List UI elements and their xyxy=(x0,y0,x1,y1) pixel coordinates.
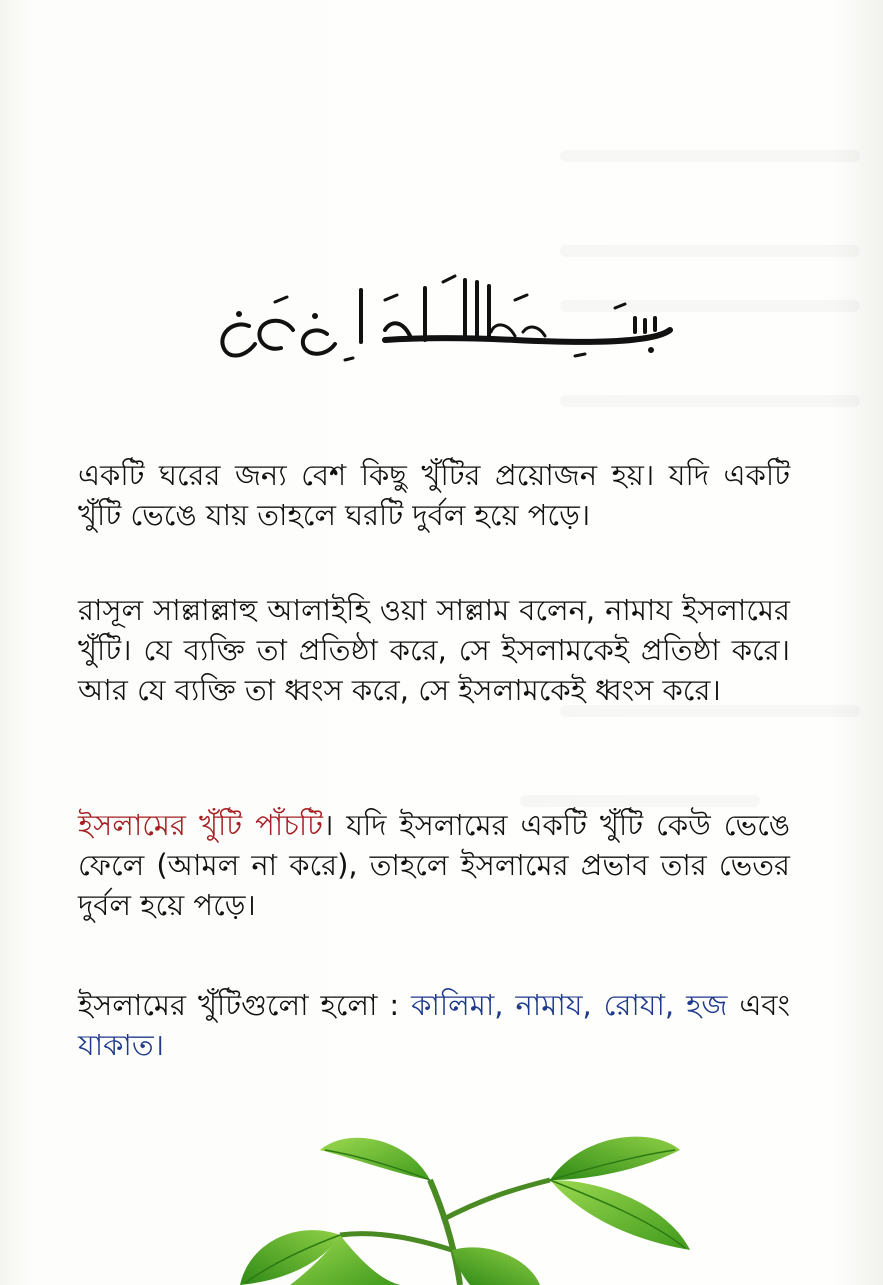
bismillah-calligraphy-graphic xyxy=(215,260,685,370)
pillar-separator: , xyxy=(582,988,604,1022)
pillar-list-intro: ইসলামের খুঁটিগুলো হলো : xyxy=(78,988,412,1022)
pillar-conjunction: এবং xyxy=(727,988,791,1022)
five-pillars-highlight: ইসলামের খুঁটি পাঁচটি xyxy=(78,808,323,842)
pillar-hajj: হজ xyxy=(686,988,728,1022)
bismillah-calligraphy xyxy=(215,260,685,370)
five-pillars-text: । যদি ইসলামের একটি খুঁটি কেউ ভেঙে ফেলে (আমল না করে), তাহলে ইসলামের প্রভাব তার ভেতর দুর্বল হয়ে পড়ে। xyxy=(78,808,790,922)
plant-leaf-icon xyxy=(230,1120,790,1285)
pillar-separator: , xyxy=(664,988,687,1022)
pillar-kalima: কালিমা xyxy=(411,988,495,1022)
green-plant-illustration xyxy=(230,1120,790,1285)
pillar-zakat: যাকাত xyxy=(78,1028,154,1062)
bleed-through-line xyxy=(560,245,860,257)
bleed-through-line xyxy=(560,395,860,407)
paragraph-pillar-list xyxy=(78,985,790,1065)
paragraph-hadith: রাসূল সাল্লাল্লাহু আলাইহি ওয়া সাল্লাম বলেন, নামায ইসলামের খুঁটি। যে ব্যক্তি তা প্রতিষ্ঠা করে, সে ইসলামকেই প্রতিষ্ঠা করে। আর যে ব্যক্তি তা ধ্বংস করে, সে ইসলামকেই ধ্বংস করে। xyxy=(78,593,790,707)
pillar-list-end: । xyxy=(153,1028,164,1062)
paragraph-five-pillars xyxy=(78,805,790,925)
bleed-through-line xyxy=(560,150,860,162)
pillar-namaz: নামায xyxy=(515,988,583,1022)
pillar-separator: , xyxy=(494,988,516,1022)
pillar-roza: রোযা xyxy=(603,988,665,1022)
paragraph-house-pillars: একটি ঘরের জন্য বেশ কিছু খুঁটির প্রয়োজন হয়। যদি একটি খুঁটি ভেঙে যায় তাহলে ঘরটি দুর্বল হয়ে পড়ে। xyxy=(78,458,790,532)
